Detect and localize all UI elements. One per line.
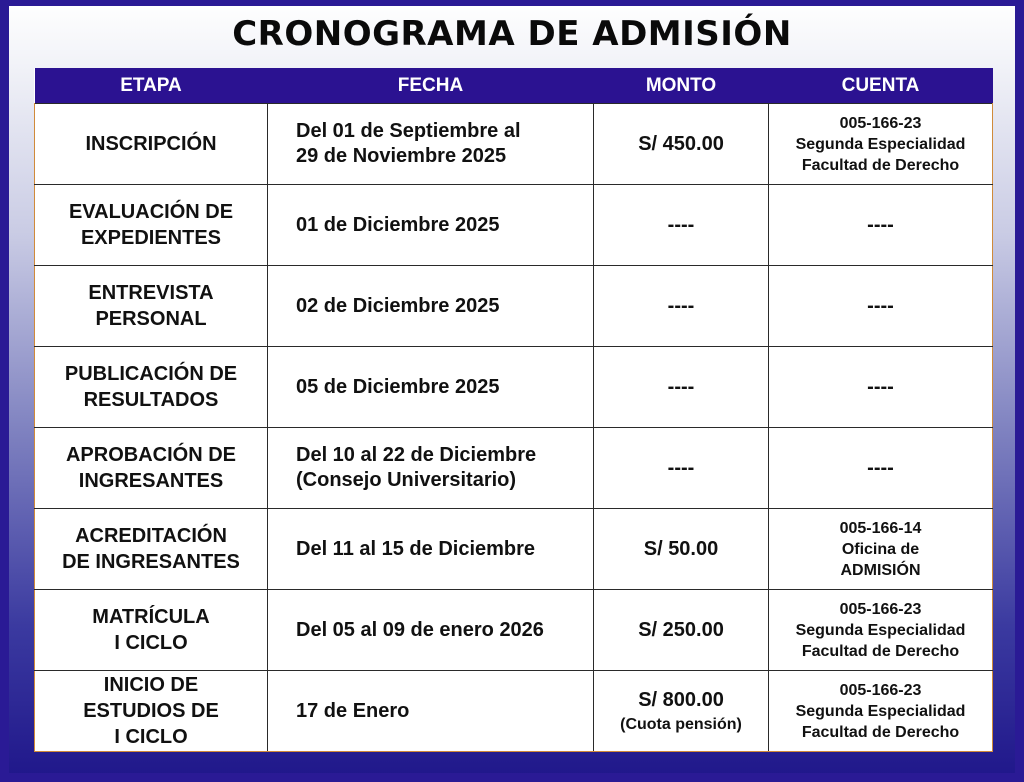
- fecha-cell: [268, 671, 594, 752]
- etapa-text: DE INGRESANTES: [62, 551, 240, 573]
- cuenta-text: ----: [867, 456, 894, 479]
- monto-amount: S/ 250.00: [638, 618, 724, 641]
- fecha-text: Del 10 al 22 de Diciembre: [296, 444, 537, 466]
- etapa-text: ACREDITACIÓN: [75, 525, 227, 547]
- cuenta-text: Facultad de Derecho: [801, 723, 960, 741]
- table-row: [35, 185, 993, 266]
- cuenta-cell: [769, 671, 993, 752]
- monto-amount: ----: [667, 456, 695, 479]
- table-row: [35, 104, 993, 185]
- etapa-cell: [35, 509, 268, 590]
- monto-cell: [594, 590, 769, 671]
- header-etapa: ETAPA: [35, 68, 268, 104]
- etapa-text: ENTREVISTA: [88, 282, 214, 304]
- etapa-text: I CICLO: [114, 726, 188, 748]
- table-row: [35, 347, 993, 428]
- etapa-cell: [35, 185, 268, 266]
- monto-amount: ----: [667, 375, 695, 398]
- monto-cell: [594, 428, 769, 509]
- etapa-cell: [35, 590, 268, 671]
- page-title: CRONOGRAMA DE ADMISIÓN: [232, 14, 792, 54]
- cuenta-text: ----: [867, 375, 894, 398]
- admission-schedule-table: [34, 68, 993, 752]
- etapa-cell: [35, 671, 268, 752]
- fecha-cell: [268, 590, 594, 671]
- monto-amount: S/ 800.00: [638, 688, 724, 711]
- etapa-text: EXPEDIENTES: [80, 227, 222, 249]
- monto-cell: [594, 509, 769, 590]
- header-monto: MONTO: [594, 68, 769, 104]
- fecha-cell: [268, 509, 594, 590]
- cuenta-text: Segunda Especialidad: [795, 621, 966, 639]
- etapa-text: RESULTADOS: [83, 389, 219, 411]
- cuenta-cell: [769, 590, 993, 671]
- monto-amount: ----: [667, 213, 695, 236]
- fecha-text: (Consejo Universitario): [296, 469, 517, 491]
- monto-cell: [594, 347, 769, 428]
- cuenta-text: Segunda Especialidad: [795, 135, 966, 153]
- cuenta-text: 005-166-23: [839, 114, 922, 132]
- etapa-text: MATRÍCULA: [92, 606, 210, 628]
- monto-amount: S/ 450.00: [638, 132, 724, 155]
- monto-cell: [594, 266, 769, 347]
- cuenta-cell: [769, 185, 993, 266]
- monto-cell: [594, 671, 769, 752]
- fecha-text: 17 de Enero: [296, 699, 410, 722]
- fecha-text: 29 de Noviembre 2025: [296, 145, 507, 167]
- fecha-cell: [268, 104, 594, 185]
- fecha-cell: [268, 347, 594, 428]
- cuenta-cell: [769, 509, 993, 590]
- etapa-cell: [35, 104, 268, 185]
- fecha-text: 01 de Diciembre 2025: [296, 213, 500, 236]
- cuenta-text: ADMISIÓN: [840, 561, 921, 579]
- header-fecha: FECHA: [268, 68, 594, 104]
- cuenta-cell: [769, 266, 993, 347]
- monto-cell: [594, 104, 769, 185]
- cuenta-text: Facultad de Derecho: [801, 642, 960, 660]
- monto-note: (Cuota pensión): [620, 715, 742, 733]
- fecha-text: Del 01 de Septiembre al: [296, 120, 521, 142]
- fecha-cell: [268, 185, 594, 266]
- etapa-text: ESTUDIOS DE: [83, 700, 219, 722]
- cuenta-text: 005-166-23: [839, 600, 922, 618]
- table-row: [35, 671, 993, 752]
- etapa-text: INSCRIPCIÓN: [85, 133, 217, 155]
- table-body: [35, 104, 993, 752]
- etapa-cell: [35, 347, 268, 428]
- monto-amount: S/ 50.00: [643, 537, 719, 560]
- header-cuenta: CUENTA: [769, 68, 993, 104]
- etapa-text: PUBLICACIÓN DE: [64, 363, 238, 385]
- monto-cell: [594, 185, 769, 266]
- cuenta-cell: [769, 347, 993, 428]
- etapa-text: INICIO DE: [103, 674, 199, 696]
- cuenta-cell: [769, 104, 993, 185]
- etapa-cell: [35, 266, 268, 347]
- etapa-text: INGRESANTES: [78, 470, 224, 492]
- fecha-text: Del 11 al 15 de Diciembre: [296, 537, 536, 560]
- table-row: [35, 590, 993, 671]
- cuenta-text: Facultad de Derecho: [801, 156, 960, 174]
- fecha-cell: [268, 428, 594, 509]
- cuenta-text: ----: [867, 294, 894, 317]
- cuenta-text: 005-166-23: [839, 681, 922, 699]
- fecha-text: 02 de Diciembre 2025: [296, 294, 500, 317]
- fecha-text: Del 05 al 09 de enero 2026: [296, 618, 544, 641]
- fecha-text: 05 de Diciembre 2025: [296, 375, 500, 398]
- etapa-text: APROBACIÓN DE: [65, 444, 236, 466]
- cuenta-text: Segunda Especialidad: [795, 702, 966, 720]
- cuenta-text: ----: [867, 213, 894, 236]
- table-row: [35, 266, 993, 347]
- etapa-text: PERSONAL: [95, 308, 207, 330]
- table-row: [35, 428, 993, 509]
- monto-amount: ----: [667, 294, 695, 317]
- cuenta-text: Oficina de: [841, 540, 920, 558]
- fecha-cell: [268, 266, 594, 347]
- etapa-text: I CICLO: [114, 632, 188, 654]
- cuenta-text: 005-166-14: [839, 519, 922, 537]
- table-header-row: [35, 68, 993, 104]
- cuenta-cell: [769, 428, 993, 509]
- etapa-cell: [35, 428, 268, 509]
- table-row: [35, 509, 993, 590]
- etapa-text: EVALUACIÓN DE: [68, 201, 234, 223]
